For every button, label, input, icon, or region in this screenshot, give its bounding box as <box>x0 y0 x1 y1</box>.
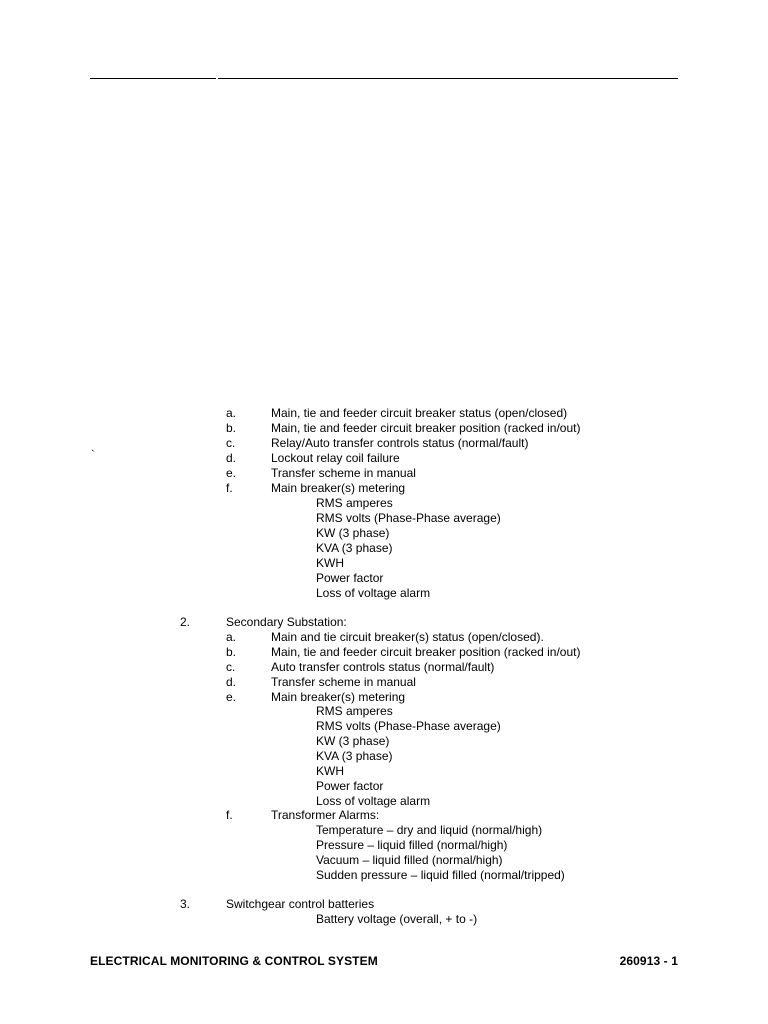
header-rule-left <box>90 78 216 79</box>
list-item: Transfer scheme in manual <box>271 675 416 689</box>
alarm-item: Temperature – dry and liquid (normal/high) <box>316 823 543 837</box>
footer-title: ELECTRICAL MONITORING & CONTROL SYSTEM <box>90 954 378 968</box>
list-item: Transformer Alarms: <box>271 808 380 822</box>
item-marker: a. <box>226 406 237 420</box>
metering-item: RMS volts (Phase-Phase average) <box>316 719 501 733</box>
stray-mark: ` <box>91 449 95 461</box>
list-item: Battery voltage (overall, + to -) <box>316 912 478 926</box>
header-rule-right <box>218 78 678 79</box>
section-number: 2. <box>180 615 191 629</box>
list-item: Main, tie and feeder circuit breaker status (open/closed) <box>271 406 568 420</box>
metering-item: Loss of voltage alarm <box>316 586 431 600</box>
item-marker: f. <box>226 481 233 495</box>
item-marker: a. <box>226 630 237 644</box>
list-item: Lockout relay coil failure <box>271 451 400 465</box>
list-item: Relay/Auto transfer controls status (normal/fault) <box>271 436 529 450</box>
item-marker: e. <box>226 466 237 480</box>
section-number: 3. <box>180 897 191 911</box>
item-marker: d. <box>226 675 237 689</box>
metering-item: KW (3 phase) <box>316 526 390 540</box>
alarm-item: Vacuum – liquid filled (normal/high) <box>316 853 503 867</box>
section-title: Secondary Substation: <box>226 615 347 629</box>
item-marker: d. <box>226 451 237 465</box>
section-title: Switchgear control batteries <box>226 897 375 911</box>
list-item: Main and tie circuit breaker(s) status (open/closed). <box>271 630 544 644</box>
list-item: Main breaker(s) metering <box>271 690 406 704</box>
list-item: Main, tie and feeder circuit breaker position (racked in/out) <box>271 421 581 435</box>
metering-item: Loss of voltage alarm <box>316 794 431 808</box>
list-item: Main breaker(s) metering <box>271 481 406 495</box>
item-marker: c. <box>226 436 236 450</box>
item-marker: b. <box>226 421 237 435</box>
metering-item: RMS amperes <box>316 704 393 718</box>
alarm-item: Sudden pressure – liquid filled (normal/tripped) <box>316 868 565 882</box>
metering-item: KWH <box>316 556 344 570</box>
list-item: Main, tie and feeder circuit breaker position (racked in/out) <box>271 645 581 659</box>
footer-page-number: 260913 - 1 <box>619 954 678 968</box>
metering-item: KVA (3 phase) <box>316 541 393 555</box>
item-marker: f. <box>226 808 233 822</box>
list-item: Transfer scheme in manual <box>271 466 416 480</box>
item-marker: e. <box>226 690 237 704</box>
list-item: Auto transfer controls status (normal/fault) <box>271 660 495 674</box>
alarm-item: Pressure – liquid filled (normal/high) <box>316 838 508 852</box>
metering-item: KWH <box>316 764 344 778</box>
metering-item: Power factor <box>316 571 384 585</box>
metering-item: KVA (3 phase) <box>316 749 393 763</box>
item-marker: b. <box>226 645 237 659</box>
metering-item: Power factor <box>316 779 384 793</box>
metering-item: RMS volts (Phase-Phase average) <box>316 511 501 525</box>
item-marker: c. <box>226 660 236 674</box>
metering-item: KW (3 phase) <box>316 734 390 748</box>
metering-item: RMS amperes <box>316 496 393 510</box>
